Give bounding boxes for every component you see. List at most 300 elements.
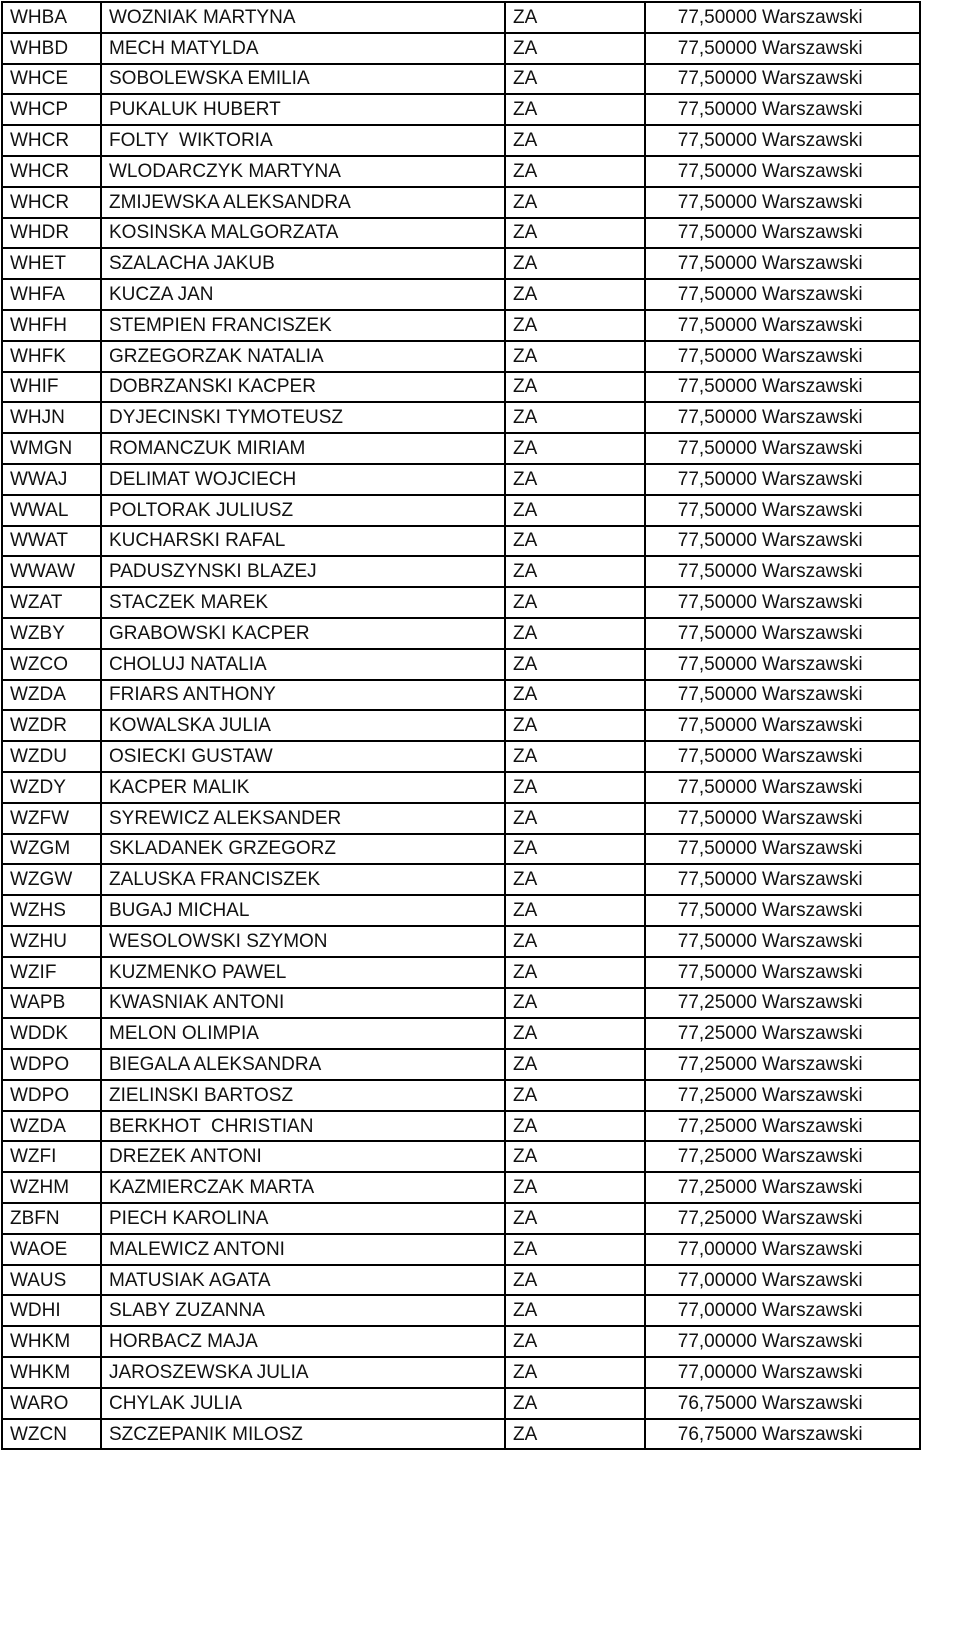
student-name-cell: KUCHARSKI RAFAL [101, 526, 505, 557]
student-name-cell: CHOLUJ NATALIA [101, 649, 505, 680]
score-city-wrap [646, 193, 919, 212]
district-name: Warszawski [762, 1207, 863, 1229]
student-name-cell: STACZEK MAREK [101, 587, 505, 618]
score-value: 77,50000 [677, 345, 757, 367]
score-value: 77,50000 [677, 746, 757, 768]
status-cell: ZA [505, 1234, 645, 1265]
table-row [2, 1111, 920, 1142]
status-cell: ZA [505, 1111, 645, 1142]
score-city-cell [645, 649, 920, 680]
student-name-cell: MATUSIAK AGATA [101, 1265, 505, 1296]
district-name: Warszawski [762, 1361, 863, 1383]
score-city-wrap [646, 747, 919, 766]
district-name: Warszawski [762, 530, 863, 552]
table-row [2, 1265, 920, 1296]
district-name: Warszawski [762, 1146, 863, 1168]
table-row [2, 402, 920, 433]
district-name: Warszawski [762, 130, 863, 152]
student-name-cell: ZALUSKA FRANCISZEK [101, 864, 505, 895]
status-cell: ZA [505, 895, 645, 926]
student-name-cell: OSIECKI GUSTAW [101, 741, 505, 772]
score-value: 77,50000 [677, 284, 757, 306]
score-city-wrap [646, 685, 919, 704]
student-name-cell: SZALACHA JAKUB [101, 248, 505, 279]
score-city-wrap [646, 655, 919, 674]
district-name: Warszawski [762, 1269, 863, 1291]
table-row [2, 1295, 920, 1326]
score-city-wrap [646, 1240, 919, 1259]
score-value: 76,75000 [677, 1423, 757, 1445]
score-city-wrap [646, 1301, 919, 1320]
student-name-cell: POLTORAK JULIUSZ [101, 495, 505, 526]
table-row [2, 433, 920, 464]
student-name-cell: GRABOWSKI KACPER [101, 618, 505, 649]
district-name: Warszawski [762, 561, 863, 583]
district-name: Warszawski [762, 1238, 863, 1260]
student-name-cell: DREZEK ANTONI [101, 1141, 505, 1172]
table-row [2, 1018, 920, 1049]
score-value: 77,50000 [677, 314, 757, 336]
score-city-cell [645, 1049, 920, 1080]
status-cell: ZA [505, 1049, 645, 1080]
student-name-cell: STEMPIEN FRANCISZEK [101, 310, 505, 341]
district-name: Warszawski [762, 992, 863, 1014]
student-name-cell: JAROSZEWSKA JULIA [101, 1357, 505, 1388]
district-name: Warszawski [762, 1023, 863, 1045]
score-city-wrap [646, 316, 919, 335]
district-name: Warszawski [762, 807, 863, 829]
student-name-cell: WESOLOWSKI SZYMON [101, 926, 505, 957]
score-value: 77,25000 [677, 1053, 757, 1075]
score-city-wrap [646, 593, 919, 612]
score-value: 77,50000 [677, 376, 757, 398]
score-city-wrap [646, 1178, 919, 1197]
score-value: 77,50000 [677, 99, 757, 121]
score-city-cell [645, 495, 920, 526]
status-cell: ZA [505, 1357, 645, 1388]
school-code-cell: WZFW [2, 803, 101, 834]
score-value: 77,25000 [677, 1115, 757, 1137]
status-cell: ZA [505, 64, 645, 95]
score-city-cell [645, 772, 920, 803]
score-city-wrap [646, 1332, 919, 1351]
score-city-cell [645, 341, 920, 372]
score-city-cell [645, 464, 920, 495]
status-cell: ZA [505, 556, 645, 587]
table-row [2, 1326, 920, 1357]
student-name-cell: ROMANCZUK MIRIAM [101, 433, 505, 464]
table-row [2, 495, 920, 526]
score-value: 77,00000 [677, 1269, 757, 1291]
school-code-cell: WAOE [2, 1234, 101, 1265]
student-name-cell: SZCZEPANIK MILOSZ [101, 1419, 505, 1450]
student-name-cell: HORBACZ MAJA [101, 1326, 505, 1357]
school-code-cell: WZCN [2, 1419, 101, 1450]
score-city-cell [645, 187, 920, 218]
student-name-cell: FOLTY WIKTORIA [101, 125, 505, 156]
student-name-cell: PUKALUK HUBERT [101, 94, 505, 125]
score-city-cell [645, 94, 920, 125]
district-name: Warszawski [762, 253, 863, 275]
student-name-cell: SOBOLEWSKA EMILIA [101, 64, 505, 95]
school-code-cell: WHFA [2, 279, 101, 310]
status-cell: ZA [505, 187, 645, 218]
table-row [2, 2, 920, 33]
school-code-cell: WMGN [2, 433, 101, 464]
score-city-cell [645, 556, 920, 587]
score-city-cell [645, 1419, 920, 1450]
school-code-cell: WAPB [2, 988, 101, 1019]
score-city-cell [645, 64, 920, 95]
score-city-cell [645, 1357, 920, 1388]
table-row [2, 94, 920, 125]
score-city-wrap [646, 377, 919, 396]
score-value: 77,50000 [677, 6, 757, 28]
score-value: 77,25000 [677, 1146, 757, 1168]
status-cell: ZA [505, 2, 645, 33]
score-value: 77,50000 [677, 776, 757, 798]
school-code-cell: WZAT [2, 587, 101, 618]
score-value: 77,50000 [677, 807, 757, 829]
score-value: 77,25000 [677, 992, 757, 1014]
score-value: 77,25000 [677, 1207, 757, 1229]
district-name: Warszawski [762, 1392, 863, 1414]
table-row [2, 649, 920, 680]
school-code-cell: WHCE [2, 64, 101, 95]
table-row [2, 1419, 920, 1450]
score-city-wrap [646, 1209, 919, 1228]
school-code-cell: WZHM [2, 1172, 101, 1203]
score-value: 77,50000 [677, 222, 757, 244]
score-value: 77,25000 [677, 1023, 757, 1045]
status-cell: ZA [505, 1265, 645, 1296]
status-cell: ZA [505, 618, 645, 649]
score-city-cell [645, 864, 920, 895]
school-code-cell: WZDR [2, 710, 101, 741]
results-table [1, 1, 921, 1450]
score-value: 77,50000 [677, 530, 757, 552]
district-name: Warszawski [762, 653, 863, 675]
score-city-wrap [646, 347, 919, 366]
table-row [2, 618, 920, 649]
status-cell: ZA [505, 957, 645, 988]
district-name: Warszawski [762, 1115, 863, 1137]
score-city-wrap [646, 1086, 919, 1105]
table-row [2, 125, 920, 156]
table-row [2, 772, 920, 803]
score-value: 77,50000 [677, 930, 757, 952]
score-city-wrap [646, 932, 919, 951]
score-value: 77,50000 [677, 407, 757, 429]
score-city-cell [645, 402, 920, 433]
status-cell: ZA [505, 1203, 645, 1234]
score-value: 77,50000 [677, 900, 757, 921]
status-cell: ZA [505, 649, 645, 680]
student-name-cell: SLABY ZUZANNA [101, 1295, 505, 1326]
score-city-wrap [646, 562, 919, 581]
school-code-cell: WZBY [2, 618, 101, 649]
district-name: Warszawski [762, 191, 863, 213]
score-city-wrap [646, 39, 919, 58]
school-code-cell: WZGM [2, 834, 101, 865]
district-name: Warszawski [762, 961, 863, 983]
score-city-cell [645, 433, 920, 464]
status-cell: ZA [505, 1419, 645, 1450]
student-name-cell: DOBRZANSKI KACPER [101, 372, 505, 403]
table-row [2, 64, 920, 95]
school-code-cell: WZHS [2, 895, 101, 926]
score-value: 77,50000 [677, 160, 757, 182]
student-name-cell: KUCZA JAN [101, 279, 505, 310]
status-cell: ZA [505, 402, 645, 433]
score-value: 77,25000 [677, 1177, 757, 1199]
status-cell: ZA [505, 218, 645, 249]
student-name-cell: GRZEGORZAK NATALIA [101, 341, 505, 372]
table-row [2, 834, 920, 865]
student-name-cell: BERKHOT CHRISTIAN [101, 1111, 505, 1142]
table-row [2, 1141, 920, 1172]
status-cell: ZA [505, 94, 645, 125]
score-city-wrap [646, 8, 919, 27]
score-city-wrap [646, 100, 919, 119]
score-city-cell [645, 926, 920, 957]
status-cell: ZA [505, 248, 645, 279]
table-row [2, 279, 920, 310]
score-city-cell [645, 988, 920, 1019]
table-row [2, 464, 920, 495]
table-row [2, 1357, 920, 1388]
student-name-cell: KACPER MALIK [101, 772, 505, 803]
school-code-cell: WDPO [2, 1049, 101, 1080]
score-city-wrap [646, 254, 919, 273]
school-code-cell: WZHU [2, 926, 101, 957]
student-name-cell: BIEGALA ALEKSANDRA [101, 1049, 505, 1080]
student-name-cell: PADUSZYNSKI BLAZEJ [101, 556, 505, 587]
score-city-wrap [646, 285, 919, 304]
student-name-cell: KOSINSKA MALGORZATA [101, 218, 505, 249]
school-code-cell: WZGW [2, 864, 101, 895]
student-name-cell: DELIMAT WOJCIECH [101, 464, 505, 495]
score-value: 77,50000 [677, 869, 757, 891]
score-city-wrap [646, 501, 919, 520]
status-cell: ZA [505, 1018, 645, 1049]
status-cell: ZA [505, 1388, 645, 1419]
district-name: Warszawski [762, 160, 863, 182]
table-row [2, 926, 920, 957]
status-cell: ZA [505, 834, 645, 865]
school-code-cell: WDDK [2, 1018, 101, 1049]
district-name: Warszawski [762, 930, 863, 952]
student-name-cell: PIECH KAROLINA [101, 1203, 505, 1234]
school-code-cell: WZDA [2, 680, 101, 711]
score-city-cell [645, 618, 920, 649]
school-code-cell: WAUS [2, 1265, 101, 1296]
table-row [2, 187, 920, 218]
status-cell: ZA [505, 310, 645, 341]
district-name: Warszawski [762, 438, 863, 460]
status-cell: ZA [505, 156, 645, 187]
score-city-cell [645, 2, 920, 33]
school-code-cell: WWAT [2, 526, 101, 557]
table-row [2, 33, 920, 64]
table-row [2, 1172, 920, 1203]
status-cell: ZA [505, 772, 645, 803]
district-name: Warszawski [762, 869, 863, 891]
district-name: Warszawski [762, 284, 863, 306]
score-city-cell [645, 1080, 920, 1111]
student-name-cell: CHYLAK JULIA [101, 1388, 505, 1419]
score-value: 77,50000 [677, 130, 757, 152]
student-name-cell: KUZMENKO PAWEL [101, 957, 505, 988]
student-name-cell: ZIELINSKI BARTOSZ [101, 1080, 505, 1111]
score-city-cell [645, 1326, 920, 1357]
district-name: Warszawski [762, 746, 863, 768]
district-name: Warszawski [762, 622, 863, 644]
school-code-cell: WARO [2, 1388, 101, 1419]
score-city-cell [645, 834, 920, 865]
district-name: Warszawski [762, 1084, 863, 1106]
district-name: Warszawski [762, 1423, 863, 1445]
score-value: 77,00000 [677, 1300, 757, 1322]
score-value: 77,50000 [677, 68, 757, 90]
student-name-cell: FRIARS ANTHONY [101, 680, 505, 711]
table-row [2, 1234, 920, 1265]
table-row [2, 310, 920, 341]
score-city-cell [645, 680, 920, 711]
score-city-cell [645, 587, 920, 618]
score-city-cell [645, 1234, 920, 1265]
district-name: Warszawski [762, 776, 863, 798]
table-row [2, 957, 920, 988]
status-cell: ZA [505, 1141, 645, 1172]
school-code-cell: WHET [2, 248, 101, 279]
district-name: Warszawski [762, 715, 863, 737]
table-row [2, 556, 920, 587]
district-name: Warszawski [762, 99, 863, 121]
score-city-cell [645, 218, 920, 249]
score-city-cell [645, 1111, 920, 1142]
student-name-cell: ZMIJEWSKA ALEKSANDRA [101, 187, 505, 218]
student-name-cell: WOZNIAK MARTYNA [101, 2, 505, 33]
score-city-cell [645, 957, 920, 988]
student-name-cell: SKLADANEK GRZEGORZ [101, 834, 505, 865]
score-city-cell [645, 33, 920, 64]
score-city-wrap [646, 223, 919, 242]
school-code-cell: WWAJ [2, 464, 101, 495]
score-city-cell [645, 1295, 920, 1326]
school-code-cell: WWAL [2, 495, 101, 526]
table-row [2, 156, 920, 187]
district-name: Warszawski [762, 222, 863, 244]
table-row [2, 1388, 920, 1419]
score-city-cell [645, 803, 920, 834]
score-city-wrap [646, 901, 919, 920]
score-city-wrap [646, 778, 919, 797]
district-name: Warszawski [762, 468, 863, 490]
score-city-wrap [646, 716, 919, 735]
student-name-cell: MELON OLIMPIA [101, 1018, 505, 1049]
score-city-wrap [646, 408, 919, 427]
school-code-cell: WWAW [2, 556, 101, 587]
student-name-cell: WLODARCZYK MARTYNA [101, 156, 505, 187]
table-row [2, 218, 920, 249]
student-name-cell: MALEWICZ ANTONI [101, 1234, 505, 1265]
score-value: 77,50000 [677, 561, 757, 583]
student-name-cell: DYJECINSKI TYMOTEUSZ [101, 402, 505, 433]
status-cell: ZA [505, 1172, 645, 1203]
score-value: 77,50000 [677, 438, 757, 460]
status-cell: ZA [505, 33, 645, 64]
score-city-wrap [646, 1271, 919, 1290]
score-city-wrap [646, 1363, 919, 1382]
district-name: Warszawski [762, 68, 863, 90]
score-value: 77,00000 [677, 1238, 757, 1260]
table-row [2, 680, 920, 711]
score-city-cell [645, 310, 920, 341]
district-name: Warszawski [762, 345, 863, 367]
school-code-cell: WHBD [2, 33, 101, 64]
district-name: Warszawski [762, 838, 863, 860]
table-row [2, 587, 920, 618]
district-name: Warszawski [762, 684, 863, 706]
status-cell: ZA [505, 587, 645, 618]
status-cell: ZA [505, 279, 645, 310]
school-code-cell: WZCO [2, 649, 101, 680]
district-name: Warszawski [762, 592, 863, 614]
score-city-wrap [646, 531, 919, 550]
score-value: 77,50000 [677, 715, 757, 737]
score-value: 77,00000 [677, 1361, 757, 1383]
score-city-cell [645, 526, 920, 557]
status-cell: ZA [505, 495, 645, 526]
score-city-cell [645, 156, 920, 187]
status-cell: ZA [505, 372, 645, 403]
table-row [2, 1049, 920, 1080]
status-cell: ZA [505, 803, 645, 834]
status-cell: ZA [505, 526, 645, 557]
school-code-cell: WZDY [2, 772, 101, 803]
score-city-wrap [646, 1394, 919, 1413]
score-city-cell [645, 372, 920, 403]
score-city-cell [645, 125, 920, 156]
student-name-cell: KAZMIERCZAK MARTA [101, 1172, 505, 1203]
student-name-cell: BUGAJ MICHAL [101, 895, 505, 926]
score-city-wrap [646, 1147, 919, 1166]
status-cell: ZA [505, 1080, 645, 1111]
score-city-cell [645, 1203, 920, 1234]
school-code-cell: WHBA [2, 2, 101, 33]
score-city-wrap [646, 162, 919, 181]
district-name: Warszawski [762, 37, 863, 59]
student-name-cell: MECH MATYLDA [101, 33, 505, 64]
table-row [2, 526, 920, 557]
table-row [2, 372, 920, 403]
school-code-cell: WZDA [2, 1111, 101, 1142]
score-value: 77,00000 [677, 1331, 757, 1353]
school-code-cell: WHCR [2, 187, 101, 218]
score-value: 77,50000 [677, 622, 757, 644]
student-name-cell: KOWALSKA JULIA [101, 710, 505, 741]
school-code-cell: WHKM [2, 1357, 101, 1388]
score-city-wrap [646, 963, 919, 982]
student-name-cell: KWASNIAK ANTONI [101, 988, 505, 1019]
score-city-cell [645, 1141, 920, 1172]
score-value: 77,50000 [677, 838, 757, 860]
school-code-cell: WHFK [2, 341, 101, 372]
table-row [2, 741, 920, 772]
results-table-body [2, 2, 920, 1449]
status-cell: ZA [505, 710, 645, 741]
